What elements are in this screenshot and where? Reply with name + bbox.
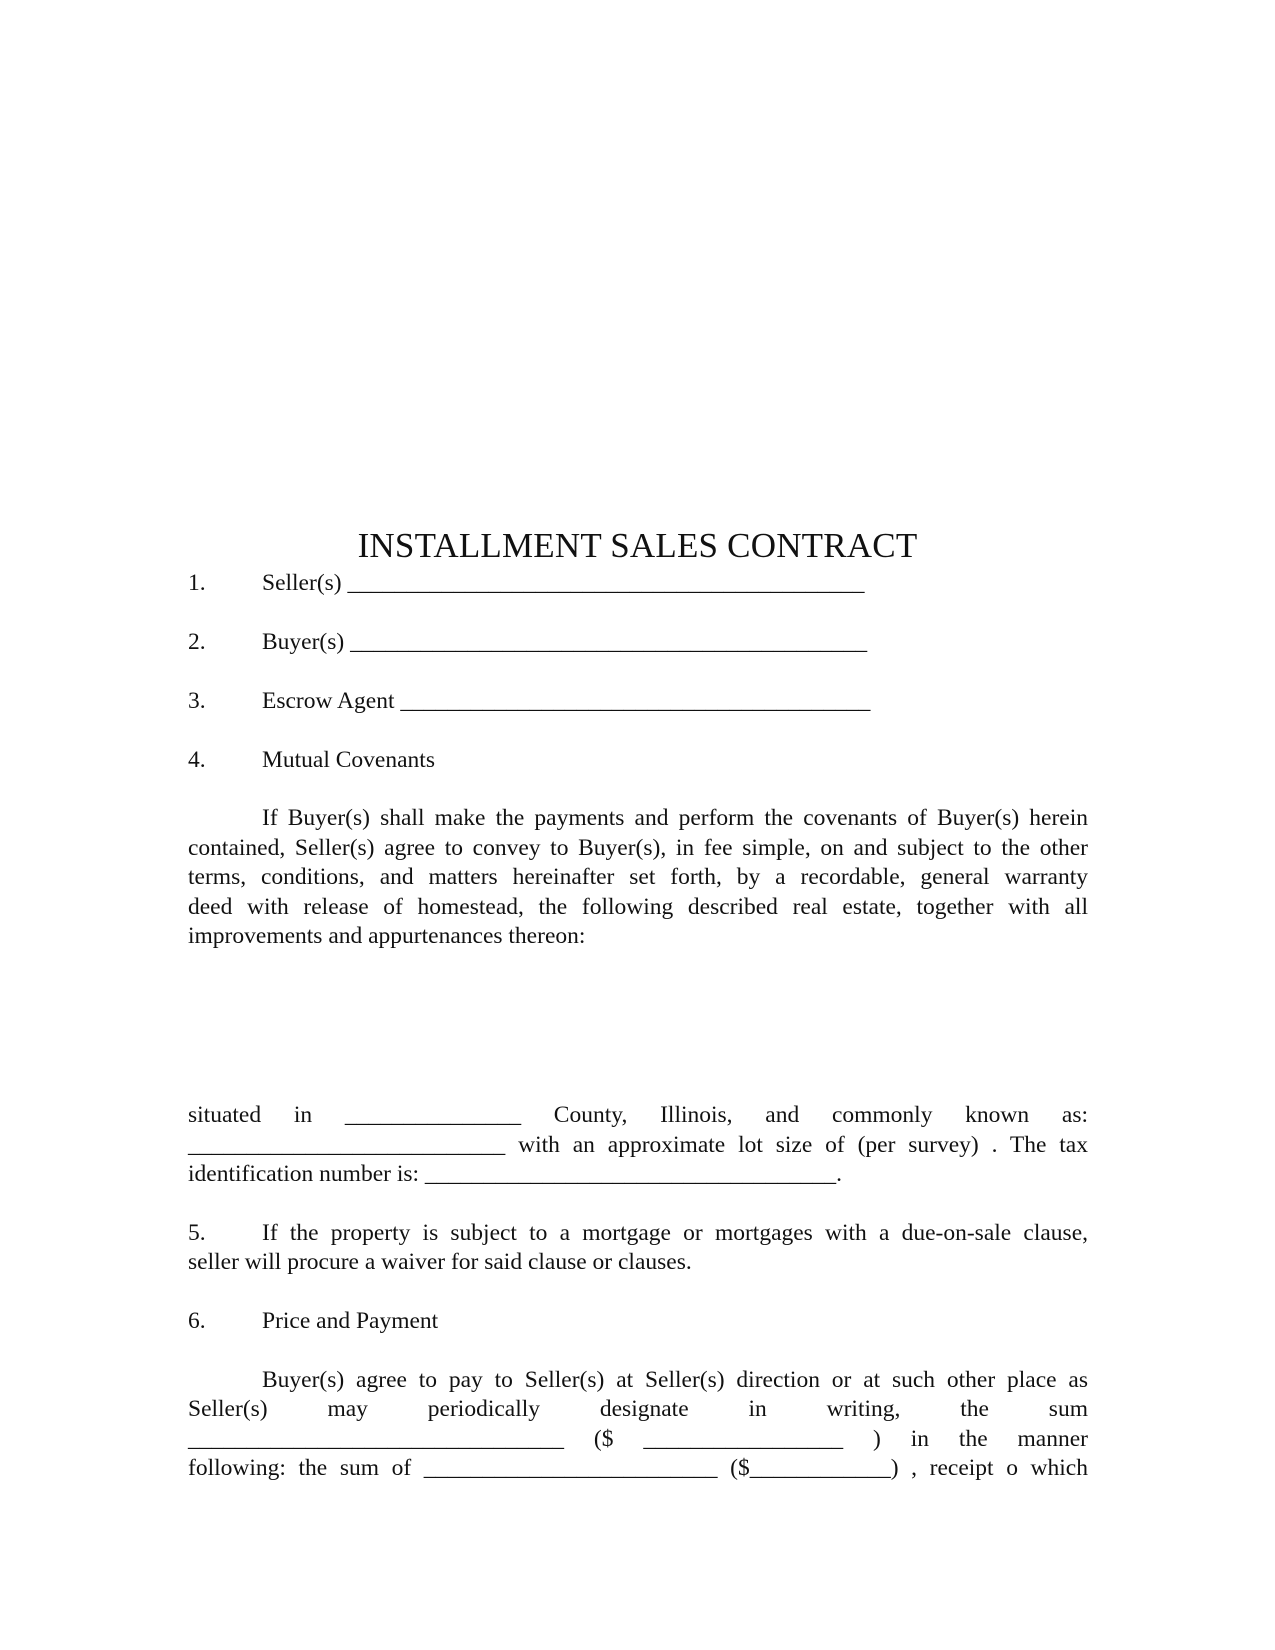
price-line-1: Buyer(s) agree to pay to Seller(s) at Seller(s) direction or at such other place as — [262, 1367, 1088, 1393]
item-price-and-payment: Price and Payment — [262, 1308, 439, 1334]
item-buyer: Buyer(s) ____________________________________________ — [262, 629, 868, 655]
item5-line-2: seller will procure a waiver for said clause or clauses. — [188, 1249, 692, 1275]
item-seller: Seller(s) ____________________________________________ — [262, 570, 865, 596]
item-number-1: 1. — [188, 570, 206, 596]
item-escrow-agent: Escrow Agent ________________________________________ — [262, 688, 871, 714]
item-number-4: 4. — [188, 747, 206, 773]
price-line-3: ________________________________ ($ _________________ ) in the manner — [188, 1426, 1088, 1452]
situated-line-3: identification number is: ___________________________________. — [188, 1161, 843, 1187]
item-number-3: 3. — [188, 688, 206, 714]
situated-line-2: ___________________________ with an approximate lot size of (per survey) . The tax — [188, 1132, 1088, 1158]
price-line-2: Seller(s) may periodically designate in writing, the sum — [188, 1396, 1088, 1422]
item-number-6: 6. — [188, 1308, 206, 1334]
item-mutual-covenants: Mutual Covenants — [262, 747, 435, 773]
item-number-2: 2. — [188, 629, 206, 655]
situated-line-1: situated in _______________ County, Illinois, and commonly known as: — [188, 1102, 1088, 1128]
covenants-line-3: terms, conditions, and matters hereinafter set forth, by a recordable, general warranty — [188, 864, 1088, 890]
document-title: INSTALLMENT SALES CONTRACT — [357, 526, 918, 565]
covenants-line-2: contained, Seller(s) agree to convey to Buyer(s), in fee simple, on and subject to the other — [188, 835, 1088, 861]
covenants-line-5: improvements and appurtenances thereon: — [188, 923, 586, 949]
covenants-line-1: If Buyer(s) shall make the payments and perform the covenants of Buyer(s) herein — [262, 805, 1088, 831]
item-number-5: 5. — [188, 1220, 206, 1246]
item5-line-1: If the property is subject to a mortgage or mortgages with a due-on-sale clause, — [262, 1220, 1088, 1246]
covenants-line-4: deed with release of homestead, the following described real estate, together with all — [188, 894, 1088, 920]
price-line-4: following: the sum of _________________________ ($____________) , receipt o which — [188, 1455, 1088, 1481]
